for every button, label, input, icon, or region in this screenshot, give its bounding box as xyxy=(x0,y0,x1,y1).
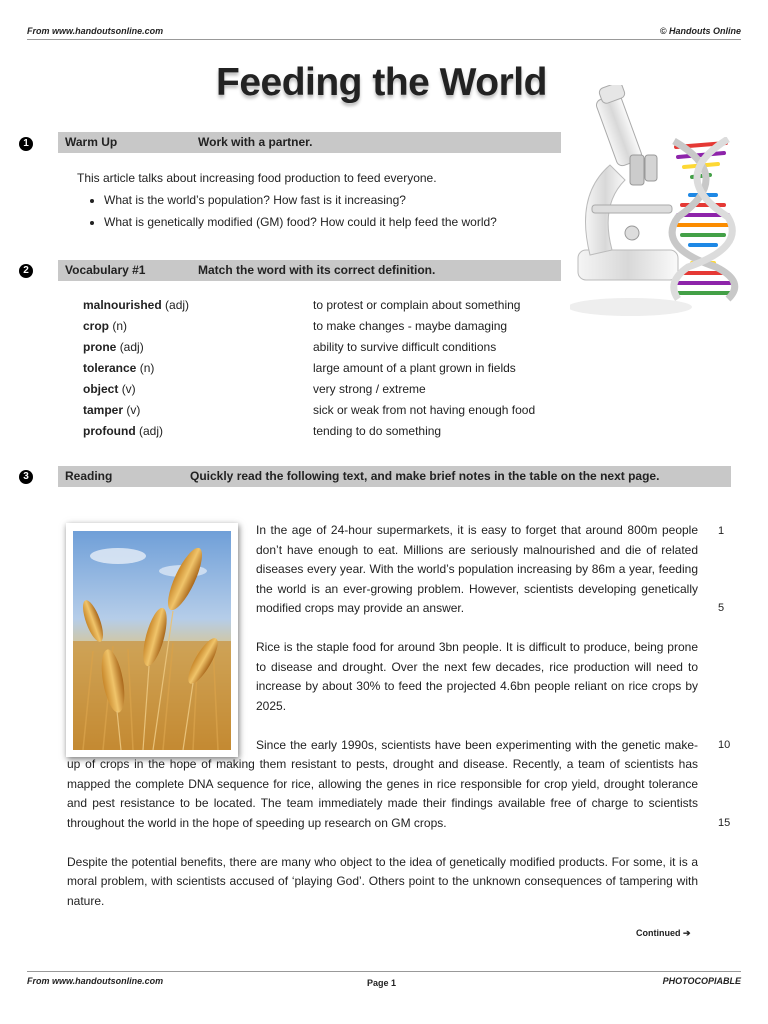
line-number: 10 xyxy=(718,739,731,751)
page-number: Page 1 xyxy=(367,978,397,988)
article-paragraph: In the age of 24-hour supermarkets, it is easy to forget that around 800m people don’t have enough to eat. Millions are seriously malnourished and die of related diseases every year. With the world’s population increasing by 86m a year, feeding the world is an ever-growing problem. However, scientists developing genetically modified crops may provide an answer. xyxy=(256,523,698,615)
vocab-pos: (v) xyxy=(126,403,141,417)
vocab-row xyxy=(83,400,563,421)
article-paragraph: Rice is the staple food for around 3bn people. It is difficult to produce, being prone to disease and drought. Over the next few decades, rice production will need to increase by about 30% to feed the projected 4.6bn people reliant on rice crops by 2025. xyxy=(256,640,698,713)
dna-helix-icon xyxy=(666,137,751,302)
vocab-definition: to protest or complain about something xyxy=(313,298,521,312)
footer-photocopiable: PHOTOCOPIABLE xyxy=(662,976,741,986)
vocab-row xyxy=(83,337,563,358)
vocab-row xyxy=(83,358,563,379)
section-label: Vocabulary #1 xyxy=(65,263,146,277)
continued-label: Continued ➔ xyxy=(636,928,691,938)
vocab-word: object xyxy=(83,382,119,396)
section-instruction: Match the word with its correct definition. xyxy=(198,263,436,277)
section-instruction: Work with a partner. xyxy=(198,135,313,149)
vocab-definition: very strong / extreme xyxy=(313,382,426,396)
vocab-definition: ability to survive difficult conditions xyxy=(313,340,497,354)
vocabulary-list xyxy=(83,295,563,442)
vocab-definition: sick or weak from not having enough food xyxy=(313,403,536,417)
section-number-2: 2 xyxy=(19,264,33,278)
line-number: 15 xyxy=(718,817,731,829)
vocab-word: tamper xyxy=(83,403,124,417)
list-item: • What is the world’s population? How fast is it increasing? xyxy=(104,189,557,211)
header-copyright: © Handouts Online xyxy=(659,26,741,36)
vocab-row xyxy=(83,316,563,337)
line-number: 5 xyxy=(718,602,725,614)
page-header xyxy=(27,26,741,40)
microscope-dna-illustration xyxy=(570,85,750,325)
section-bar-warmup xyxy=(58,132,561,153)
list-item: • What is genetically modified (GM) food? How could it help feed the world? xyxy=(104,211,557,233)
section-bar-reading xyxy=(58,466,731,487)
vocab-pos: (n) xyxy=(139,361,155,375)
footer-source: From www.handoutsonline.com xyxy=(27,976,164,986)
page-footer xyxy=(27,971,741,986)
reading-article xyxy=(67,521,698,931)
section-instruction: Quickly read the following text, and make brief notes in the table on the next page. xyxy=(190,469,660,483)
article-paragraph: Despite the potential benefits, there are many who object to the idea of genetically modified products. For some, it is a moral problem, with scientists accused of ‘playing God’. Others point to the unknown consequences of tampering with nature. xyxy=(67,854,698,908)
vocab-pos: (n) xyxy=(112,319,128,333)
line-number: 1 xyxy=(718,525,725,537)
section-bar-vocabulary xyxy=(58,260,561,281)
vocab-word: profound xyxy=(83,424,136,438)
vocab-word: malnourished xyxy=(83,298,162,312)
warmup-intro: This article talks about increasing food production to feed everyone. xyxy=(77,171,437,185)
vocab-word: crop xyxy=(83,319,110,333)
section-number-3: 3 xyxy=(19,470,33,484)
section-label: Reading xyxy=(65,469,113,483)
header-source: From www.handoutsonline.com xyxy=(27,26,164,36)
vocab-pos: (v) xyxy=(121,382,136,396)
page-title: Feeding the World xyxy=(216,61,547,104)
vocab-pos: (adj) xyxy=(139,424,164,438)
vocab-definition: tending to do something xyxy=(313,424,442,438)
vocab-row xyxy=(83,295,563,316)
vocab-word: tolerance xyxy=(83,361,137,375)
warmup-content xyxy=(77,167,557,233)
vocab-pos: (adj) xyxy=(119,340,144,354)
vocab-row xyxy=(83,421,563,442)
section-label: Warm Up xyxy=(65,135,118,149)
warmup-questions xyxy=(77,189,557,233)
vocab-pos: (adj) xyxy=(165,298,190,312)
article-paragraph: Since the early 1990s, scientists have been experimenting with the genetic make-up of crops in the hope of making them resistant to pests, drought and disease. Recently, a team of scientists has mapped the complete DNA sequence for rice, allowing the genes in rice responsible for crop yield, drought tolerance and pest resistance to be located. The team immediately made their findings available free of charge to scientists throughout the world in the hope of speeding up research on GM crops. xyxy=(67,737,698,830)
vocab-definition: to make changes - maybe damaging xyxy=(313,319,508,333)
section-number-1: 1 xyxy=(19,137,33,151)
vocab-row xyxy=(83,379,563,400)
vocab-word: prone xyxy=(83,340,117,354)
vocab-definition: large amount of a plant grown in fields xyxy=(313,361,516,375)
